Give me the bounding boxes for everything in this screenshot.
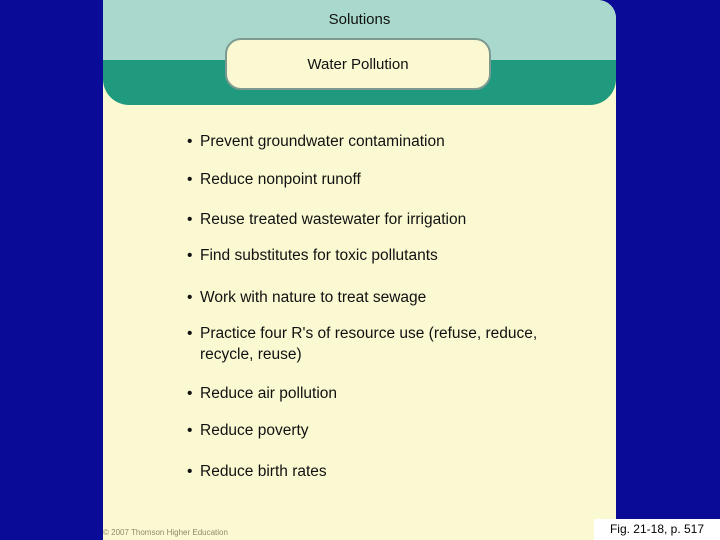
list-item: • Reduce birth rates [187, 461, 607, 482]
list-item: • Prevent groundwater contamination [187, 131, 607, 152]
solutions-panel [103, 0, 616, 540]
topic-pill [225, 38, 491, 90]
topic-label: Water Pollution [307, 56, 409, 73]
copyright-notice: © 2007 Thomson Higher Education [103, 528, 228, 537]
list-item: • Reduce air pollution [187, 383, 607, 404]
list-item: • Reuse treated wastewater for irrigation [187, 209, 607, 230]
figure-reference: Fig. 21-18, p. 517 [594, 519, 720, 540]
list-item: • Reduce nonpoint runoff [187, 169, 607, 190]
list-item: • Work with nature to treat sewage [187, 287, 607, 308]
list-item: • Practice four R's of resource use (refuse, reduce, recycle, reuse) [187, 323, 567, 365]
list-item: • Find substitutes for toxic pollutants [187, 245, 607, 266]
panel-title: Solutions [328, 11, 391, 28]
list-item: • Reduce poverty [187, 420, 607, 441]
